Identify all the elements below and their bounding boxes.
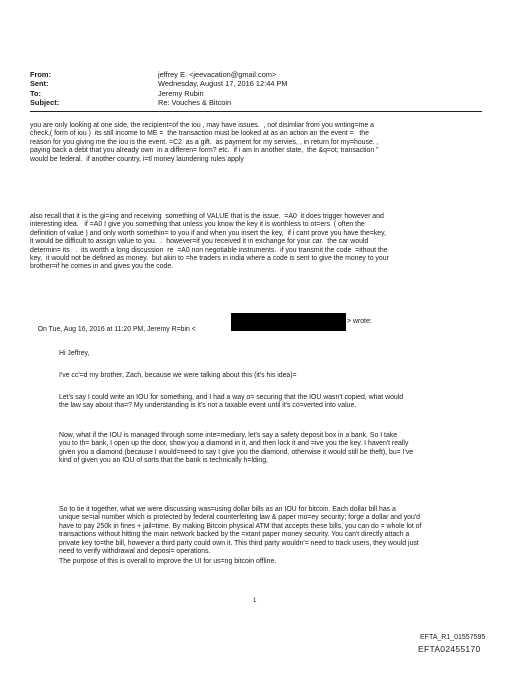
recipient-value: Jeremy Rubin bbox=[158, 88, 204, 98]
sender-value: jeffrey E. <jeevacation@gmail.com> bbox=[158, 70, 277, 79]
redaction-box bbox=[231, 313, 346, 331]
header-label: To: bbox=[30, 88, 41, 98]
subject-value: Re: Vouches & Bitcoin bbox=[158, 97, 232, 107]
header-row-to bbox=[30, 89, 480, 98]
quoted-paragraph-5: The purpose of this is overall to improve the UI for us=ng bitcoin offline. bbox=[59, 558, 277, 565]
quoted-intro-wrote: > wrote: bbox=[347, 318, 372, 325]
header-row-sent bbox=[30, 79, 480, 88]
quoted-paragraph-1: I've cc'=d my brother, Zach, because we were talking about this (it's his idea)= bbox=[59, 372, 297, 379]
header-label: Subject: bbox=[30, 97, 60, 107]
header-label: Sent: bbox=[30, 79, 49, 89]
page-number: 1 bbox=[253, 598, 257, 604]
body-paragraph-2: also recall that it is the gi=ing and receiving something of VALUE that is the issue. =A0 it does trigger however and interesting idea. if =A0 I give you something that unless you know the key it is worthless to ot=ers ( often the definition of value ) and only worth somethin= to you if and when you insert the key, if i cant prove you have the=key, it would be difficult to assign value to you. . however=if you received it in exchange for your car. the car would determin= its . its wortth a long discussion re =A0 non negotiable instruments. if you transmit the code =ithout the key, it would not be defined as money. but akin to =he traders in india where a code is sent to give the money to your brother=if he comes in and gives you the code. bbox=[30, 213, 389, 271]
quoted-greeting: Hi Jeffrey, bbox=[59, 350, 90, 357]
quoted-paragraph-2: Let's say I could write an IOU for something, and I had a way o= securing that the IOU wasn't copied, what would the law say about tha=? My understanding is it's not a taxable event until it's co=verted into value. bbox=[59, 394, 404, 410]
body-paragraph-1: you are only looking at one side, the recipient=of the iou , may have issues. , not disimliar from you writing=me a check,( form of iou ) its still income to ME = the transaction must be looked at as an action an the event = the reason for you giving me the iou is the event. =C2 as a gift. as payment for my servies, , in return for my=house. , paying back a debt that you already own in a differen= form? etc. if i am in another state, the &q=ot; transaction " would be federal. if another country, i=tl money laundering rules apply bbox=[30, 122, 379, 163]
email-header bbox=[30, 70, 480, 107]
quoted-intro-text: On Tue, Aug 16, 2016 at 11:20 PM, Jeremy R=bin < bbox=[37, 326, 196, 333]
header-label: From: bbox=[30, 70, 51, 79]
footer-reference-1: EFTA_R1_01557595 bbox=[420, 634, 486, 641]
sent-date-value: Wednesday, August 17, 2016 12:44 PM bbox=[158, 79, 288, 89]
header-divider bbox=[30, 111, 482, 112]
header-row-subject bbox=[30, 98, 480, 107]
header-row-from bbox=[30, 70, 480, 79]
quoted-paragraph-3: Now, what if the IOU is managed through some inte=mediary, let's say a safety deposit box in a bank. So I take you to th= bank, I open up the door, show you a diamond in it, and then lock it and =ive you the key. I haven't really given you a diamond (because I would=need to say I give you the diamond, otherwise it would still be theft), bu= I've kind of given you an IOU of sorts that the bank is technically h=lding, bbox=[59, 432, 414, 465]
quoted-paragraph-4: So to tie it together, what we were discussing was=using dollar bills as an IOU for bitcoin. Each dollar bill has a unique se=ial number which is protected by federal counterfeiting law & paper mo=ey security; forge a dollar and you'd have to pay 250k in fines + jail=time. By making Bitcoin physical ATM that accepts these bills, you can do = whole lot of transactions without hitting the main network backed by the =xtant paper money security. You can't directly attach a private key to=the bill, however a third party could own it. This third party wouldn'= need to track users, they would just need to verify withdrawal and deposi= operations. bbox=[59, 506, 422, 556]
quoted-intro-line bbox=[30, 318, 372, 350]
footer-reference-2: EFTA02455170 bbox=[418, 644, 481, 654]
